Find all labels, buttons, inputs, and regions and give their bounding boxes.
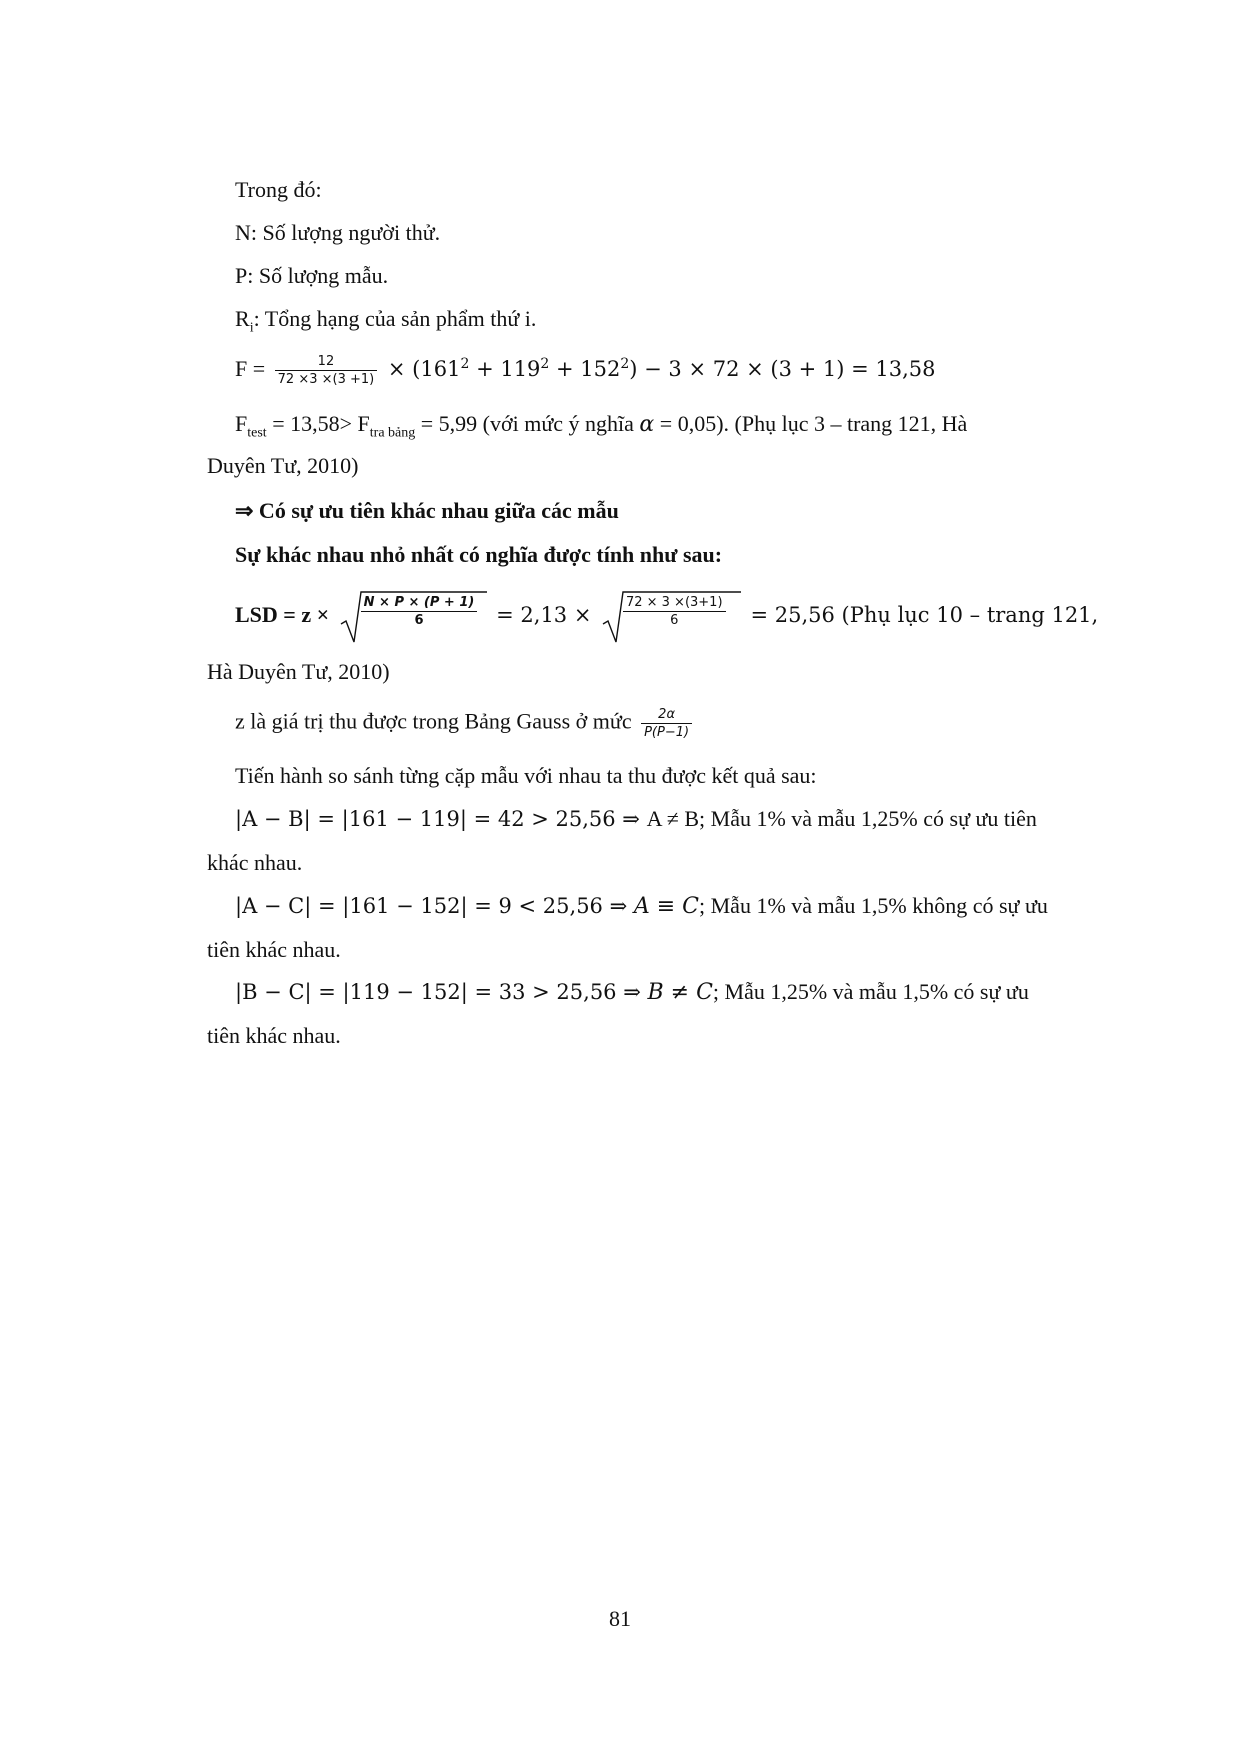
- comparison-ac: |A − C| = |161 − 152| = 9 < 25,56 ⇒ A ≡ C; Mẫu 1% và mẫu 1,5% không có sự ưu: [235, 893, 1048, 919]
- lsd-heading: Sự khác nhau nhỏ nhất có nghĩa được tính như sau:: [235, 542, 723, 567]
- f-test-line: $F_{test} = 13,58> F_{tra bảng} = 5,99$ (với mức ý nghĩa α = 0,05). (Phụ lục 3 – trang 121, Hà: [235, 411, 968, 441]
- definition-n: N: Số lượng người thử.: [235, 220, 441, 245]
- comparison-ab-cont: khác nhau.: [207, 850, 303, 875]
- definition-p: P: Số lượng mẫu.: [235, 263, 389, 288]
- intro-text: Trong đó:: [235, 177, 322, 202]
- comparison-ac-cont: tiên khác nhau.: [207, 937, 341, 962]
- definition-r: $R_i$: Tổng hạng của sản phẩm thứ i.: [235, 306, 537, 336]
- lsd-formula-cont: Hà Duyên Tư, 2010): [207, 659, 390, 684]
- compare-intro: Tiến hành so sánh từng cặp mẫu với nhau ta thu được kết quả sau:: [235, 763, 817, 788]
- f-fraction: $\frac{12}{72 \times 3 \times(3 +1)}$: [275, 353, 378, 388]
- comparison-bc-cont: tiên khác nhau.: [207, 1023, 341, 1048]
- conclusion: ⇒ Có sự ưu tiên khác nhau giữa các mẫu: [235, 498, 619, 523]
- f-test-line-cont: Duyên Tư, 2010): [207, 453, 359, 478]
- page-number: 81: [609, 1606, 631, 1631]
- sqrt-symbol-2: $\frac{72 \times 3 \times(3+1)}{6}$: [601, 590, 741, 644]
- sqrt-symbol-1: $\frac{N \times P \times (P + 1)}{6}$: [339, 590, 487, 644]
- comparison-ab: |A − B| = |161 − 119| = 42 > 25,56 ⇒ A ≠ B; Mẫu 1% và mẫu 1,25% có sự ưu tiên: [235, 806, 1037, 831]
- z-note: z là giá trị thu được trong Bảng Gauss ở mức $\frac{2\alpha}{P(P-1)}$: [235, 706, 696, 741]
- f-formula: F = $\frac{12}{72 \times 3 \times(3 +1)}$ × $(161^2 + 119^2 + 152^2) - 3 \times 72 \times (3 + 1) = 13,58$: [235, 354, 936, 388]
- comparison-bc: |B − C| = |119 − 152| = 33 > 25,56 ⇒ B ≠ C; Mẫu 1,25% và mẫu 1,5% có sự ưu: [235, 979, 1029, 1005]
- lsd-formula: LSD = z × $\frac{N \times P \times (P + 1)}{6}$ = 2,13 × $\frac{72 \times 3 \times(3+1)}{6}$ = 25,56 (Phụ lục 10 – trang 121,: [235, 590, 1098, 644]
